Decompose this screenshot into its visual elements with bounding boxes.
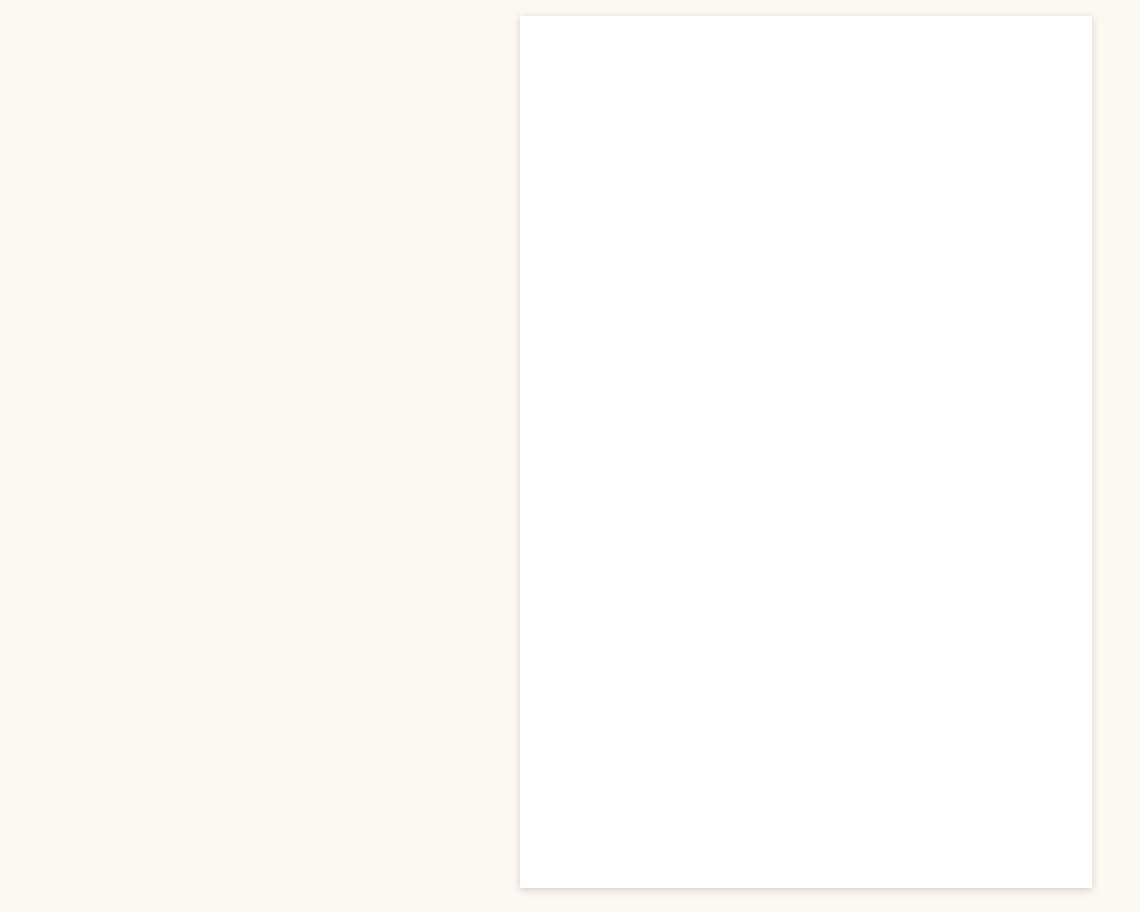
calendar-poster: [520, 16, 1092, 888]
promo-panel: [0, 0, 520, 912]
brand-logo: [220, 818, 360, 824]
floral-border-top: [520, 16, 1092, 186]
floral-border-bottom: [520, 738, 1092, 888]
